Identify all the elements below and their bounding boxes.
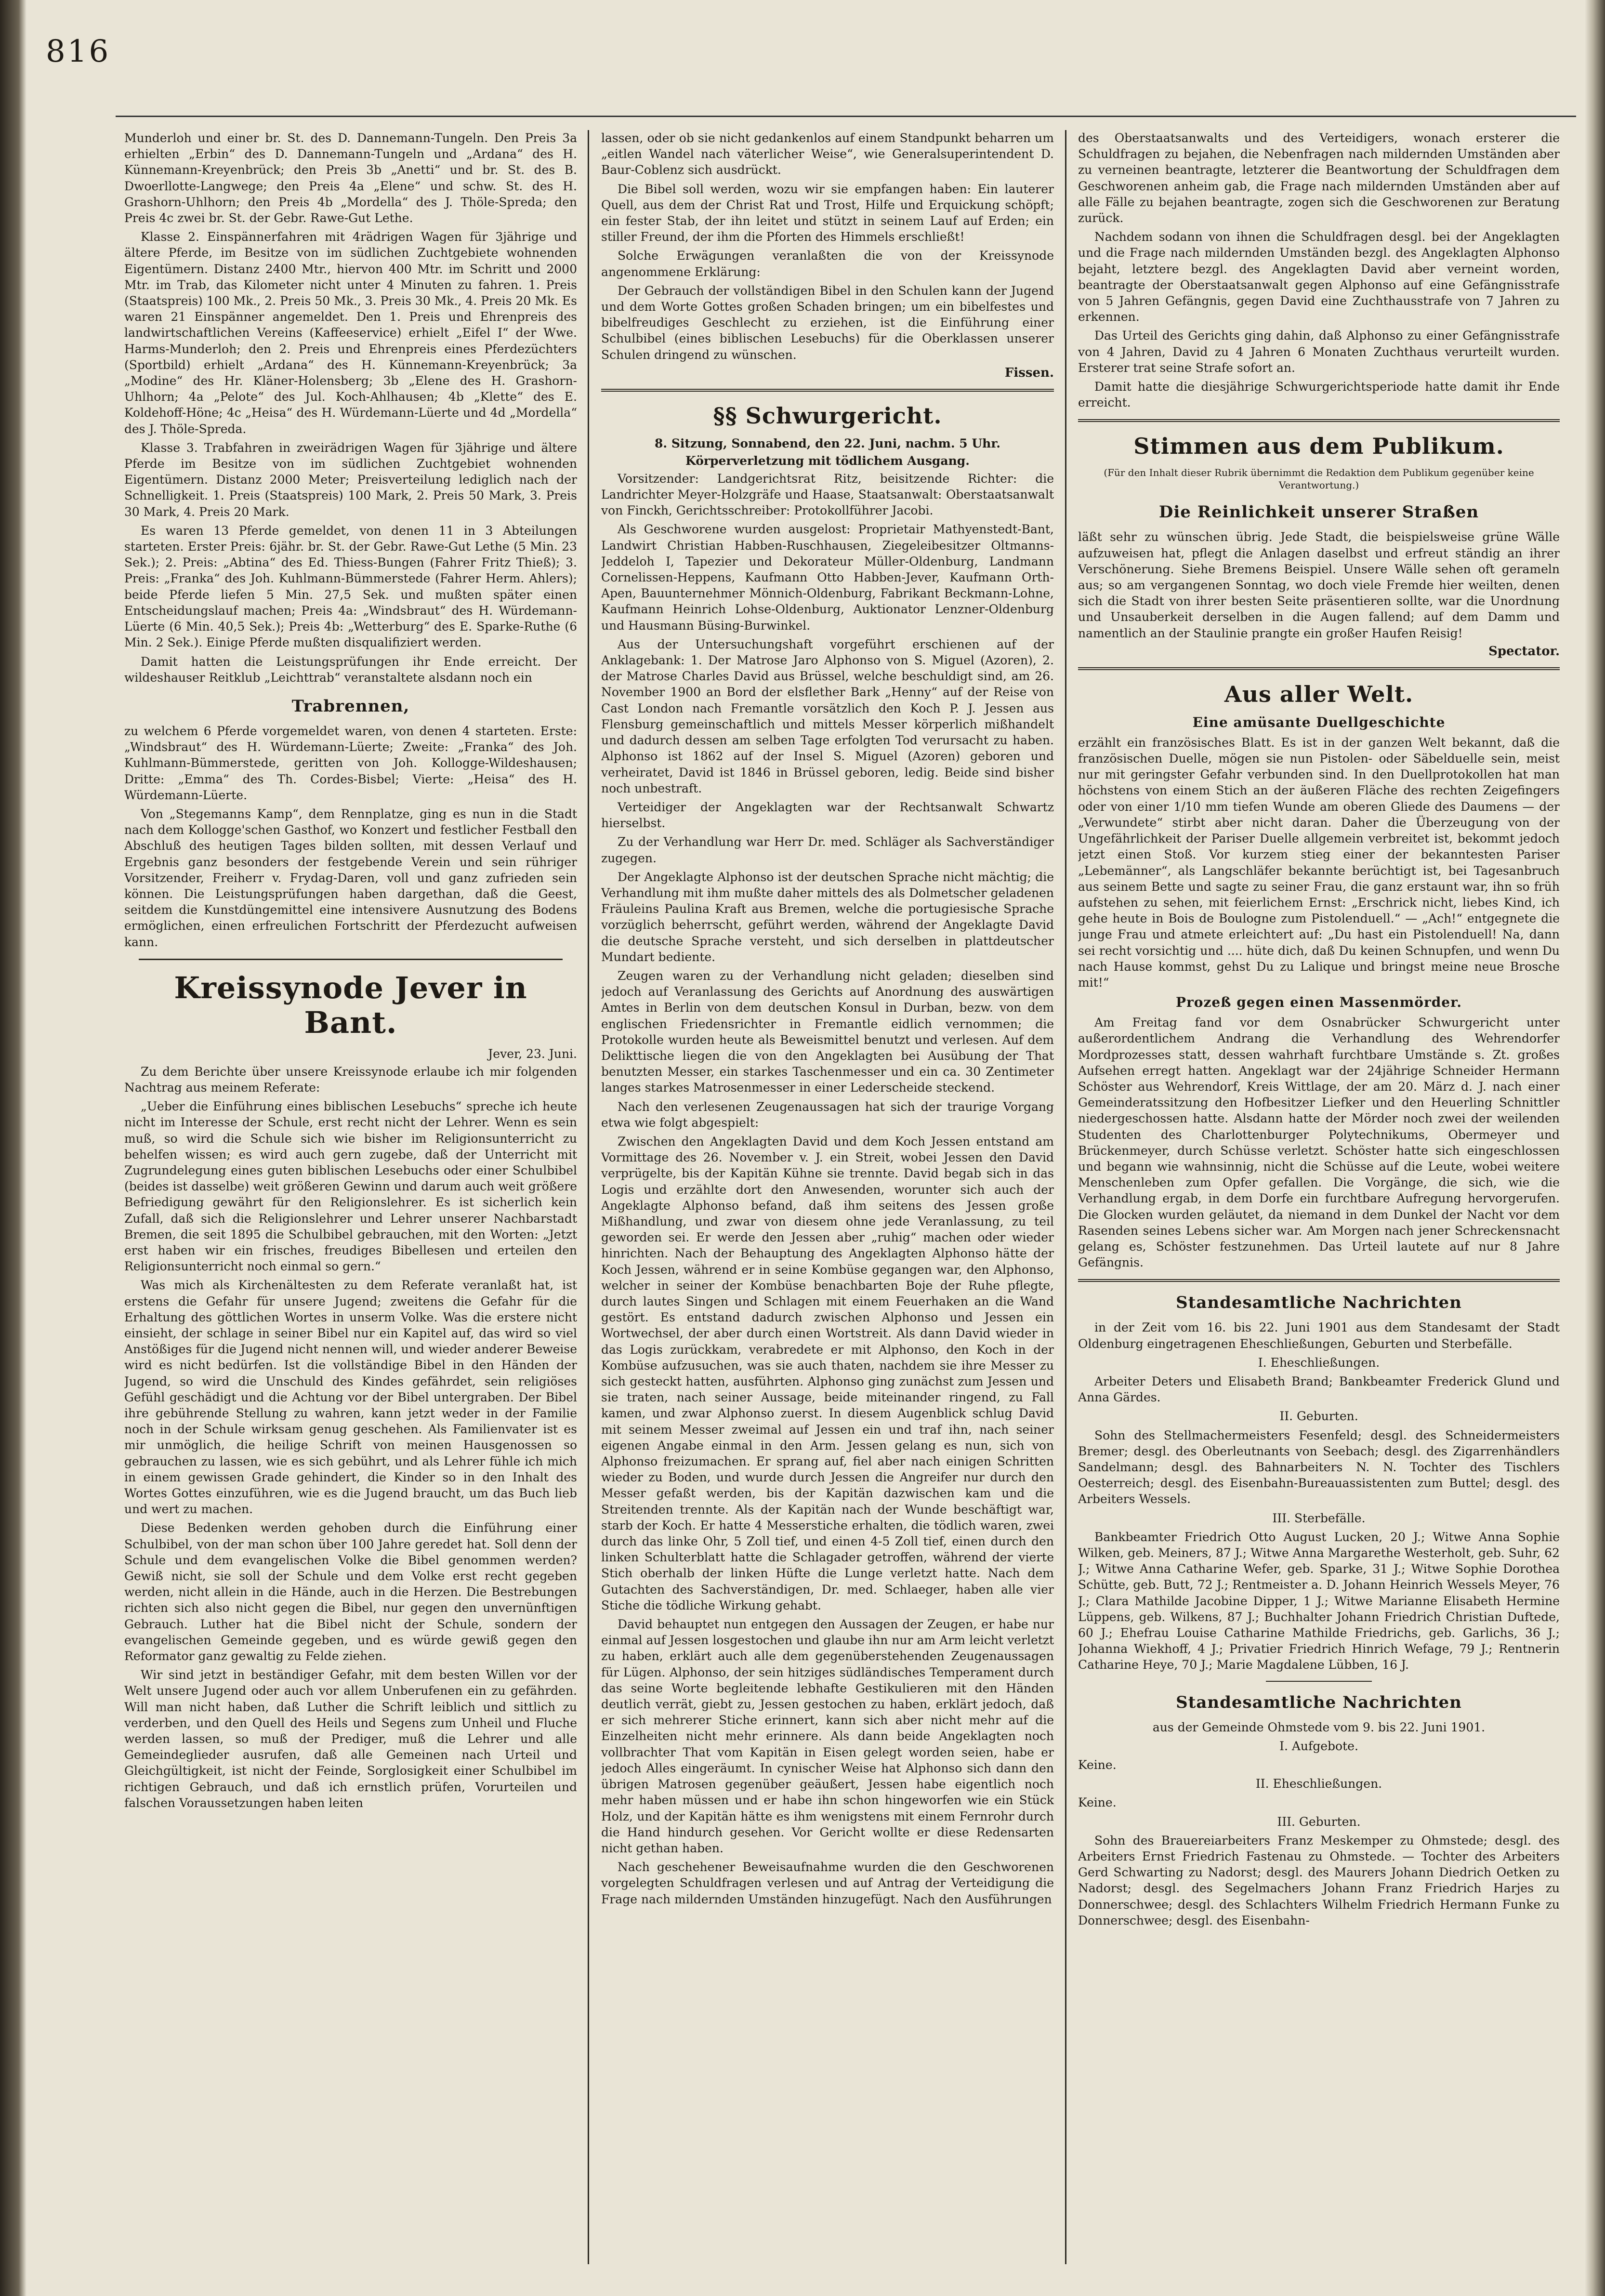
article-paragraph: Das Urteil des Gerichts ging dahin, daß Alphonso zu einer Gefängnisstrafe von 4 Jahren, David zu 4 Jahren 6 Monaten Zuchthaus verurteilt wurden. Ersterer trat seine Strafe sofort an. bbox=[1078, 329, 1560, 375]
section-divider bbox=[139, 959, 563, 960]
notice-text: Keine. bbox=[1078, 1795, 1117, 1810]
notice-text: Keine. bbox=[1078, 1758, 1117, 1772]
notice-subheading: II. Geburten. bbox=[1279, 1409, 1358, 1424]
article-paragraph: Vorsitzender: Landgerichtsrat Ritz, beisitzende Richter: die Landrichter Meyer-Holzgräfe und Haase, Staatsanwalt: Oberstaatsanwalt von Finckh, Gerichtsschreiber: Protokollführer Jacobi. bbox=[601, 471, 1054, 518]
section-divider bbox=[1078, 419, 1560, 422]
notice-text: Sohn des Brauereiarbeiters Franz Meskemper zu Ohmstede; desgl. des Arbeiters Ernst Friedrich Fastenau zu Ohmstede. — Tochter des Arbeiters Gerd Schwarting zu Nadorst; desgl. des Maurers Johann Diedrich Oetken zu Nadorst; desgl. des Segelmachers Johann Franz Friedrich Harjes zu Donnerschwee; desgl. des Schlachters Wilhelm Friedrich Hermann Funke zu Donnerschwee; desgl. des Eisenbahn- bbox=[1078, 1833, 1560, 1927]
section-divider bbox=[1078, 1279, 1560, 1282]
author-signature: Fissen. bbox=[1004, 365, 1054, 380]
article-headline-kreissynode: Kreissynode Jever in Bant. bbox=[174, 970, 527, 1040]
notice-subheading: I. Aufgebote. bbox=[1279, 1739, 1358, 1753]
article-paragraph: erzählt ein französisches Blatt. Es ist in der ganzen Welt bekannt, daß die französischen Duelle, mögen sie nun Pistolen- oder Säbelduelle sein, meist nur mit geringster Gefahr verbunden sind. In den Duellprotokollen hat man höchstens von einem Stich an der äußeren Fläche des rechten Zeigefingers oder von einer 1/10 mm tiefen Wunde am oberen Gliede des Daumens — der „Verwundete“ stirbt aber nicht daran. Daher die Überzeugung von der Ungefährlichkeit der Pariser Duelle allgemein verbreitet ist, bekommt jedoch jetzt einen Stoß. Vor kurzem stieg einer der bekanntesten Pariser „Lebemänner“, als Langschläfer bekannte berüchtigt ist, bei Tagesanbruch aus seinem Bette und sagte zu seiner Frau, die ganz erstaunt war, ihn so früh aufstehen zu sehen, mit feierlichem Ernst: „Erschrick nicht, liebes Kind, ich gehe heute in Bois de Boulogne zum Pistolenduell.“ — „Ach!“ entgegnete die junge Frau und atmete erleichtert auf: „Du hast ein Pistolenduell! Na, dann sei recht vorsichtig und .... hüte dich, daß Du keinen Schnupfen, und wenn Du nach Hause kommst, gehst Du zu Lalique und bringst meine neue Brosche mit!“ bbox=[1078, 735, 1560, 990]
article-paragraph: „Ueber die Einführung eines biblischen Lesebuchs“ spreche ich heute nicht im Interesse der Schule, erst recht nicht der Lehrer. Wenn es sein muß, so wird die Schule sich wie bisher im Religionsunterricht zu behelfen wissen; es wird auch gern zugebe, daß der Unterricht mit Zugrundelegung eines guten biblischen Lesebuchs oder einer Schulbibel (beides ist dasselbe) weit größeren Gewinn und darum auch weit größere Befriedigung gewährt für den Religionslehrer. Es ist sicherlich kein Zufall, daß sich die Religionslehrer und Lehrer unserer Nachbarstadt Bremen, die seit 1895 die Schulbibel gebrauchen, mit den Worten: „Jetzt erst haben wir ein frisches, freudiges Bibellesen und erteilen den Religionsunterricht noch einmal so gern.“ bbox=[124, 1099, 577, 1274]
notice-text: Sohn des Stellmachermeisters Fesenfeld; desgl. des Schneidermeisters Bremer; desgl. des Oberleutnants von Seebach; desgl. des Zigarrenhändlers Sandelmann; desgl. des Bahnarbeiters N. N. Tochter des Tischlers Oesterreich; desgl. des Eisenbahn-Bureauassistenten zum Buttel; desgl. des Arbeiters Wessels. bbox=[1078, 1428, 1560, 1506]
article-headline-schwurgericht: §§ Schwurgericht. bbox=[713, 402, 942, 429]
page-binding-edge bbox=[0, 0, 26, 2296]
article-paragraph: Der Gebrauch der vollständigen Bibel in den Schulen kann der Jugend und dem Worte Gottes großen Schaden bringen; um ein bibelfestes und bibelfreudiges Geschlecht zu erziehen, ist die Einführung einer Schulbibel (eines biblischen Lesebuchs) für die Oberklassen unserer Schulen dringend zu wünschen. bbox=[601, 283, 1054, 362]
notice-subheading: II. Eheschließungen. bbox=[1255, 1777, 1382, 1791]
notice-subheading: I. Eheschließungen. bbox=[1258, 1355, 1380, 1370]
article-paragraph: Am Freitag fand vor dem Osnabrücker Schwurgericht unter außerordentlichem Andrang die Verhandlung des Wehrendorfer Mordprozesses statt, dessen wahrhaft furchtbare Umstände s. Zt. großes Aufsehen erregt hatten. Angeklagt war der 24jährige Schneider Hermann Schöster aus Wehrendorf, Kreis Wittlage, der am 20. März d. J. nach einer Gemeinderatssitzung den Hofbesitzer Liefker und den Heuerling Schnittler niedergeschossen hatte. Alsdann hatte der Mörder noch zwei der weilenden Studenten des Charlottenburger Polytechnikums, Obermeyer und Brückenmeyer, durch Schüsse verletzt. Schöster hatte sich eingeschlossen und begann wie wahnsinnig, nicht die Schüsse auf die Leute, wobei weitere Menschenleben zum Opfer gefallen. Die Vorgänge, die sich, wie die Verhandlung ergab, in dem Dorfe ein furchtbare Aufregung hervorgerufen. Die Glocken wurden geläutet, da niemand in dem Dunkel der Nacht vor dem Rasenden seines Lebens sicher war. Am Morgen nach jener Schreckensnacht gelang es, Schöster festzunehmen. Das Urteil lautete auf nur 8 Jahre Gefängnis. bbox=[1078, 1016, 1560, 1270]
section-divider bbox=[601, 389, 1054, 392]
article-headline-duell: Eine amüsante Duellgeschichte bbox=[1192, 714, 1446, 730]
dateline: Jever, 23. Juni. bbox=[488, 1046, 577, 1061]
page-number: 816 bbox=[46, 34, 111, 69]
article-paragraph: Wir sind jetzt in beständiger Gefahr, mit dem besten Willen vor der Welt unsere Jugend oder auch vor allem Unberufenen ein zu gefährden. Will man nicht haben, daß Luther die Schrift leiblich und sittlich zu verderben, und den Quell des Heils und Segens zum Unheil und Fluche werden lassen, so muß der Prediger, muß die Lehrer und alle Gemeindeglieder ausrufen, daß alle Gemeinen nach Urteil und Gleichgültigkeit, ist nicht der Feinde, Sorglosigkeit einer Schulbibel im richtigen Gebrauch, und daß ich ernstlich prüfen, Vorurteilen und falschen Voraussetzungen haben leiten bbox=[124, 1668, 577, 1810]
editorial-disclaimer: (Für den Inhalt dieser Rubrik übernimmt die Redaktion dem Publikum gegenüber keine Verantwortung.) bbox=[1104, 467, 1534, 491]
article-paragraph: Diese Bedenken werden gehoben durch die Einführung einer Schulbibel, von der man schon über 100 Jahre geredet hat. Soll denn der Schule und dem evangelischen Volke die Bibel genommen werden? Gewiß nicht, sie soll der Schule und dem Volke erst recht gegeben werden, nicht allein in die Hände, auch in die Herzen. Die Bestrebungen richten sich also nicht gegen die Bibel, nur gegen den unvernünftigen Gebrauch. Luther hat die Bibel nicht der Schule, sondern der evangelischen Gemeinde gegeben, und es würde gewiß gegen den Reformator ganz gewaltig zu Felde ziehen. bbox=[124, 1521, 577, 1663]
section-heading-trabrennen: Trabrennen, bbox=[291, 696, 410, 716]
column-rule bbox=[588, 130, 589, 2264]
article-paragraph: Aus der Untersuchungshaft vorgeführt erschienen auf der Anklagebank: 1. Der Matrose Jaro Alphonso von S. Miguel (Azoren), 2. der Matrose Charles David aus Brüssel, welche beschuldigt sind, am 26. November 1900 an Bord der elsflether Bark „Henny“ auf der Reise von Cast London nach Fremantle vorsätzlich den Koch P. J. Jessen aus Flensburg gemeinschaftlich und mittels Messer körperlich mißhandelt und dadurch dessen am selben Tage erfolgten Tod verursacht zu haben. Alphonso ist 1862 auf der Insel S. Miguel (Azoren) geboren und verheiratet, David ist 1846 in Brüssel geboren, ledig. Beide sind bisher noch unbestraft. bbox=[601, 637, 1054, 795]
article-paragraph: lassen, oder ob sie nicht gedankenlos auf einem Standpunkt beharren um „eitlen Wandel nach väterlicher Weise“, wie Generalsuperintendent D. Baur-Coblenz sich ausdrückt. bbox=[601, 131, 1054, 177]
column-2 bbox=[601, 130, 1054, 2264]
article-paragraph: Damit hatten die Leistungsprüfungen ihr Ende erreicht. Der wildeshauser Reitklub „Leichttrab“ veranstaltete alsdann noch ein bbox=[124, 654, 577, 685]
column-rule bbox=[1065, 130, 1066, 2264]
session-line: 8. Sitzung, Sonnabend, den 22. Juni, nachm. 5 Uhr. bbox=[655, 436, 1000, 450]
notice-text: Arbeiter Deters und Elisabeth Brand; Bankbeamter Frederick Glund und Anna Gärdes. bbox=[1078, 1374, 1560, 1405]
section-headline-aus-aller-welt: Aus aller Welt. bbox=[1224, 681, 1414, 707]
article-paragraph: Der Angeklagte Alphonso ist der deutschen Sprache nicht mächtig; die Verhandlung mit ihm mußte daher mittels des als Dolmetscher geladenen Fräuleins Paulina Kraft aus Bremen, welche die portugiesische Sprache vorzüglich beherrscht, geführt werden, während der Angeklagte David die deutsche Sprache versteht, und sich derselben in plattdeutscher Mundart bediente. bbox=[601, 870, 1054, 964]
article-paragraph: Solche Erwägungen veranlaßten die von der Kreissynode angenommene Erklärung: bbox=[601, 249, 1054, 279]
article-paragraph: Munderloh und einer br. St. des D. Dannemann-Tungeln. Den Preis 3a erhielten „Erbin“ des D. Dannemann-Tungeln und „Ardana“ des H. Künnemann-Kreyenbrück; den Preis 3b „Anetti“ und br. St. des B. Dwoerllotte-Langwege; den Preis 4a „Elene“ und schw. St. des H. Grashorn-Uhlhorn; den Preis 4b „Mordella“ des J. Thöle-Spreda; den Preis 4c zwei br. St. der Gebr. Rawe-Gut Lethe. bbox=[124, 131, 577, 225]
article-paragraph: Klasse 3. Trabfahren in zweirädrigen Wagen für 3jährige und ältere Pferde im Besitze von im südlichen Zuchtgebiet wohnenden Eigentümern. Distanz 2000 Meter; Preisverteilung lediglich nach der Schnelligkeit. 1. Preis (Staatspreis) 100 Mark, 2. Preis 50 Mark, 3. Preis 30 Mark, 4. Preis 20 Mark. bbox=[124, 440, 577, 519]
article-paragraph: Nach geschehener Beweisaufnahme wurden die den Geschworenen vorgelegten Schuldfragen verlesen und auf Antrag der Verteidigung die Frage nach mildernden Umständen hinzugefügt. Nach den Ausführungen bbox=[601, 1860, 1054, 1906]
section-divider bbox=[1266, 1681, 1372, 1682]
author-signature: Spectator. bbox=[1488, 644, 1560, 659]
article-paragraph: Die Bibel soll werden, wozu wir sie empfangen haben: Ein lauterer Quell, aus dem der Christ Rat und Trost, Hilfe und Erquickung schöpft; ein fester Stab, der ihn leitet und stützt in seinem Lauf auf Erden; ein stiller Freund, der ihm die Pforten des Himmels erschließt! bbox=[601, 182, 1054, 244]
article-paragraph: Es waren 13 Pferde gemeldet, von denen 11 in 3 Abteilungen starteten. Erster Preis: 6jähr. br. St. der Gebr. Rawe-Gut Lethe (5 Min. 23 Sek.); 2. Preis: „Abtina“ des Ed. Thiess-Bungen (Fahrer Fritz Thieß); 3. Preis: „Franka“ des Joh. Kuhlmann-Bümmerstede (Fahrer Herm. Ahlers); beide Pferde liefen 5 Min. 27,5 Sek. und mußten später einen Entscheidungslauf machen; Preis 4a: „Windsbraut“ des H. Würdemann-Lüerte (6 Min. 40,5 Sek.); Preis 4b: „Wetterburg“ des E. Sparke-Ruthe (6 Min. 2 Sek.). Einige Pferde mußten disqualifiziert werden. bbox=[124, 523, 577, 650]
article-headline-prozess: Prozeß gegen einen Massenmörder. bbox=[1175, 994, 1462, 1011]
column-3 bbox=[1078, 130, 1560, 2264]
notice-subheading: III. Geburten. bbox=[1277, 1814, 1361, 1829]
article-paragraph: Als Geschworene wurden ausgelost: Proprietair Mathyenstedt-Bant, Landwirt Christian Habben-Ruschhausen, Ziegeleibesitzer Oltmanns-Jeddeloh I, Tapezier und Dekorateur Müller-Oldenburg, Landmann Cornelissen-Heppens, Kaufmann Otto Habben-Jever, Kaufmann Orth-Apen, Bauunternehmer Mönnich-Oldenburg, Fabrikant Beckmann-Lohne, Kaufmann Heinrich Lohse-Oldenburg, Auktionator Lenzner-Oldenburg und Hausmann Büsing-Burwinkel. bbox=[601, 522, 1054, 633]
article-paragraph: des Oberstaatsanwalts und des Verteidigers, wonach ersterer die Schuldfragen zu bejahen, die Nebenfragen nach mildernden Umständen aber zu verneinen beantragte, letzterer die Beantwortung der Schuldfragen dem Geschworenen anheim gab, die Frage nach mildernden Umständen aber auf alle Fälle zu bejahen beantragte, zogen sich die Geschworenen zur Beratung zurück. bbox=[1078, 131, 1560, 225]
article-paragraph: Zeugen waren zu der Verhandlung nicht geladen; dieselben sind jedoch auf Veranlassung des Gerichts auf Anordnung des auswärtigen Amtes in Berlin von dem deutschen Konsul in Durban, bezw. von dem englischen Friedensrichter in Fremantle eidlich vernommen; die Protokolle wurden heute als Beweismittel benutzt und verlesen. Auf dem Delikttische liegen die von den Angeklagten bei Ausübung der That benutzten Messer, ein starkes Taschenmesser und ein ca. 30 Zentimeter langes starkes Matrosenmesser in einer Lederscheide steckend. bbox=[601, 968, 1054, 1095]
page-right-edge bbox=[1585, 0, 1605, 2296]
section-headline-standesamt-oldenburg: Standesamtliche Nachrichten bbox=[1176, 1293, 1462, 1313]
article-paragraph: läßt sehr zu wünschen übrig. Jede Stadt, die beispielsweise grüne Wälle aufzuweisen hat, pflegt die Anlagen daselbst und erfreut ständig an ihrer Verschönerung. Siehe Bremens Beispiel. Unsere Wälle sehen oft gerameln aus; so am vergangenen Sonntag, wo doch viele Fremde hier weilten, denen sich die Stadt von ihrer besten Seite präsentieren sollte, war die Unordnung und Unsauberkeit derselben in die Augen fallend; auf dem Damm und namentlich an der Staulinie prangte ein großer Haufen Reisig! bbox=[1078, 530, 1560, 640]
article-paragraph: zu welchem 6 Pferde vorgemeldet waren, von denen 4 starteten. Erste: „Windsbraut“ des H. Würdemann-Lüerte; Zweite: „Franka“ des Joh. Kuhlmann-Bümmerstede, geritten von Joh. Kollogge-Wildeshausen; Dritte: „Emma“ des Th. Cordes-Bisbel; Vierte: „Heisa“ des H. Würdemann-Lüerte. bbox=[124, 724, 577, 802]
notice-intro: aus der Gemeinde Ohmstede vom 9. bis 22. Juni 1901. bbox=[1152, 1720, 1486, 1734]
section-headline-stimmen: Stimmen aus dem Publikum. bbox=[1133, 433, 1504, 460]
section-headline-standesamt-ohmstede: Standesamtliche Nachrichten bbox=[1176, 1692, 1462, 1712]
section-divider bbox=[1078, 667, 1560, 670]
case-title: Körperverletzung mit tödlichem Ausgang. bbox=[685, 453, 970, 468]
article-paragraph: Klasse 2. Einspännerfahren mit 4rädrigen Wagen für 3jährige und ältere Pferde, im Besitze von im südlichen Zuchtgebiete wohnenden Eigentümern. Distanz 2400 Mtr., hiervon 400 Mtr. im Schritt und 2000 Mtr. im Trab, das Kilometer nicht unter 4 Minuten zu fahren. 1. Preis (Staatspreis) 100 Mk., 2. Preis 50 Mk., 3. Preis 30 Mk., 4. Preis 20 Mk. Es waren 21 Einspänner angemeldet. Den 1. Preis und Ehrenpreis des landwirtschaftlichen Vereins (Kaffeeservice) erhielt „Eifel I“ der Wwe. Harms-Munderloh; den 2. Preis und Ehrenpreis eines Pferdezüchters (Sportbild) erhielt „Ardana“ des H. Künnemann-Kreyenbrück; 3a „Modine“ des Hr. Kläner-Holensberg; 3b „Elene des H. Grashorn-Uhlhorn; 4a „Pelote“ des Jul. Koch-Ahlhausen; 4b „Klette“ des E. Koldehoff-Höne; 4c „Heisa“ des H. Würdemann-Lüerte und 4d „Mordella“ des J. Thöle-Spreda. bbox=[124, 230, 577, 436]
article-paragraph: Was mich als Kirchenältesten zu dem Referate veranlaßt hat, ist erstens die Gefahr für unsere Jugend; zweitens die Gefahr für die Erhaltung des göttlichen Wortes in unserm Volke. Was die erstere nicht einsieht, der schlage in seiner Bibel nur ein Kapitel auf, das wird so viel Anstößiges für die Jugend nicht nennen will, und wieder anderer Beweise wird es nicht bedürfen. Ist die vollständige Bibel in den Händen der Jugend, so wird die Unschuld des Kindes gefährdet, sein religiöses Gefühl geschädigt und die Achtung vor der Bibel untergraben. Der Bibel ihre gebührende Stellung zu wahren, kann jetzt weder in der Familie noch in der Schule wirksam genug geschehen. Als Familienvater ist es mir unmöglich, die heilige Schrift von meinen Hausgenossen so gebrauchen zu lassen, wie es sich gebührt, und als Lehrer fühle ich mich in einem gewissen Grade gehindert, die Kinder so in den Inhalt des Wortes Gottes einzuführen, wie es die Jugend braucht, um das Buch lieb und wert zu machen. bbox=[124, 1278, 577, 1517]
article-headline-reinlichkeit: Die Reinlichkeit unserer Straßen bbox=[1158, 502, 1479, 522]
article-paragraph: Nach den verlesenen Zeugenaussagen hat sich der traurige Vorgang etwa wie folgt abgespielt: bbox=[601, 1099, 1054, 1130]
article-paragraph: Verteidiger der Angeklagten war der Rechtsanwalt Schwartz hierselbst. bbox=[601, 800, 1054, 831]
page-top-rule bbox=[116, 116, 1576, 117]
column-1 bbox=[124, 130, 577, 2264]
article-paragraph: Zu der Verhandlung war Herr Dr. med. Schläger als Sachverständiger zugegen. bbox=[601, 835, 1054, 865]
article-paragraph: Nachdem sodann von ihnen die Schuldfragen desgl. bei der Angeklagten und die Frage nach mildernden Umständen bezgl. des Angeklagten Alphonso bejaht, letztere bezgl. des Angeklagten David aber verneint worden, beantragte der Oberstaatsanwalt gegen Alphonso auf eine Gefängnisstrafe von 5 Jahren Gefängnis, gegen David eine Zuchthausstrafe von 7 Jahren zu erkennen. bbox=[1078, 230, 1560, 324]
notice-subheading: III. Sterbefälle. bbox=[1272, 1511, 1366, 1525]
notice-intro: in der Zeit vom 16. bis 22. Juni 1901 aus dem Standesamt der Stadt Oldenburg eingetragenen Eheschließungen, Geburten und Sterbefälle. bbox=[1078, 1320, 1560, 1351]
article-paragraph: Damit hatte die diesjährige Schwurgerichtsperiode hatte damit ihr Ende erreicht. bbox=[1078, 380, 1560, 410]
notice-text: Bankbeamter Friedrich Otto August Lucken, 20 J.; Witwe Anna Sophie Wilken, geb. Meiners, 87 J.; Witwe Anna Margarethe Westerholt, geb. Suhr, 62 J.; Witwe Anna Catharine Wefer, geb. Sparke, 31 J.; Witwe Sophie Dorothea Schütte, geb. Butt, 72 J.; Rentmeister a. D. Johann Heinrich Wessels Meyer, 76 J.; Clara Mathilde Jacobine Dipper, 1 J.; Witwe Marianne Elisabeth Hermine Lüppens, geb. Wilkens, 87 J.; Buchhalter Johann Friedrich Christian Duftede, 60 J.; Ehefrau Louise Catharine Mathilde Friedrichs, geb. Garlichs, 36 J.; Johanna Wiekhoff, 4 J.; Privatier Friedrich Hinrich Wefage, 79 J.; Rentnerin Catharine Heye, 70 J.; Marie Magdalene Lübben, 16 J. bbox=[1078, 1530, 1560, 1672]
newspaper-columns bbox=[124, 130, 1565, 2264]
article-paragraph: Von „Stegemanns Kamp“, dem Rennplatze, ging es nun in die Stadt nach dem Kollogge'schen Gasthof, wo Konzert und festlicher Festball den Abschluß des heutigen Tages bilden sollten, mit dessen Verlauf und Ergebnis ganz besonders der festgebende Verein und sein rühriger Vorsitzender, Freiherr v. Frydag-Daren, voll und ganz zufrieden sein können. Die Leistungsprüfungen haben dargethan, daß die Geest, seitdem die Kunstdüngemittel eine intensivere Ausnutzung des Bodens ermöglichen, einen erfreulichen Fortschritt der Pferdezucht aufweisen kann. bbox=[124, 806, 577, 949]
article-paragraph: Zwischen den Angeklagten David und dem Koch Jessen entstand am Vormittage des 26. November v. J. ein Streit, wobei Jessen den David verprügelte, bis der Kapitän Kühne sie trennte. David begab sich in das Logis und erzählte dort den Anwesenden, worunter sich auch der Angeklagte Alphonso befand, daß ihm seitens des Jessen große Mißhandlung, und zwar von diesem ohne jede Veranlassung, zu teil geworden sei. Er werde den Jessen aber „ruhig“ machen oder wieder hinrichten. Nach der Behauptung des Angeklagten Alphonso hätte der Koch Jessen, während er in seine Kombüse gegangen war, den Alphonso, welcher in seiner der Kombüse benachbarten Boje der Ruhe pflegte, durch lautes Singen und Schlagen mit einem Feuerhaken an die Wand gestört. Es entstand dadurch zwischen Alphonso und Jessen ein Wortwechsel, der aber durch einen Wortstreit. Als dann David wieder in das Logis zurückkam, verabredete er mit Alphonso, den Koch in der Kombüse aufzusuchen, was sie auch thaten, nachdem sie ihre Messer zu sich gesteckt hatten, ausführten. Alphonso ging zunächst zum Jessen und sie traten, nach seiner Aussage, beide miteinander ringend, zu Fall kamen, und zwar Alphonso zuerst. In diesem Augenblick schlug David mit seinem Messer zweimal auf Jessen ein und traf ihn, nach seiner eigenen Angabe einmal in den Arm. Jessen gelang es nun, sich von Alphonso freizumachen. Er sprang auf, fiel aber nach einigen Schritten wieder zu Boden, und wurde durch Jessen die Angreifer nur durch den Messer gefaßt werden, bis der Kapitän dazwischen kam und die Streitenden trennte. Als der Kapitän nach der Wunde beschäftigt war, starb der Koch. Er hatte 4 Messerstiche erhalten, die tödlich waren, zwei durch das linke Ohr, 5 Zoll tief, und einen 4-5 Zoll tief, einen durch den linken Schulterblatt hatte die Schlagader getroffen, während der vierte Stich oberhalb der linken Hüfte die Lunge verletzt hatte. Nach dem Gutachten des Sachverständigen, Dr. med. Schlaeger, haben alle vier Stiche die tödliche Wirkung gehabt. bbox=[601, 1134, 1054, 1612]
article-paragraph: David behauptet nun entgegen den Aussagen der Zeugen, er habe nur einmal auf Jessen losgestochen und glaube ihn nur am Arm leicht verletzt zu haben, erklärt auch alle dem gegenüberstehenden Zeugenaussagen für Lügen. Alphonso, der sein hitziges südländisches Temperament durch das seine Worte begleitende lebhafte Gestikulieren mit den Händen deutlich verrät, giebt zu, Jessen gestochen zu haben, erklärt jedoch, daß er sich mehrerer Stiche erinnert, kann sich aber nicht mehr auf die Einzelheiten nicht mehr erinnere. Als dann beide Angeklagten noch vollbrachter That vom Kapitän in Eisen gelegt worden seien, habe er jedoch Alles eingeräumt. In cynischer Weise hat Alphonso sich dann den übrigen Matrosen gegenüber geäußert, Jessen habe eigentlich noch mehr haben müssen und er habe ihn schon hingeworfen wie ein Stück Holz, und der Kapitän hätte es ihm wenigstens mit einem Fernrohr durch die Hand hindurch gesehen. Vor Gericht wollte er diese Redensarten nicht gethan haben. bbox=[601, 1617, 1054, 1855]
article-paragraph: Zu dem Berichte über unsere Kreissynode erlaube ich mir folgenden Nachtrag aus meinem Referate: bbox=[124, 1064, 577, 1095]
